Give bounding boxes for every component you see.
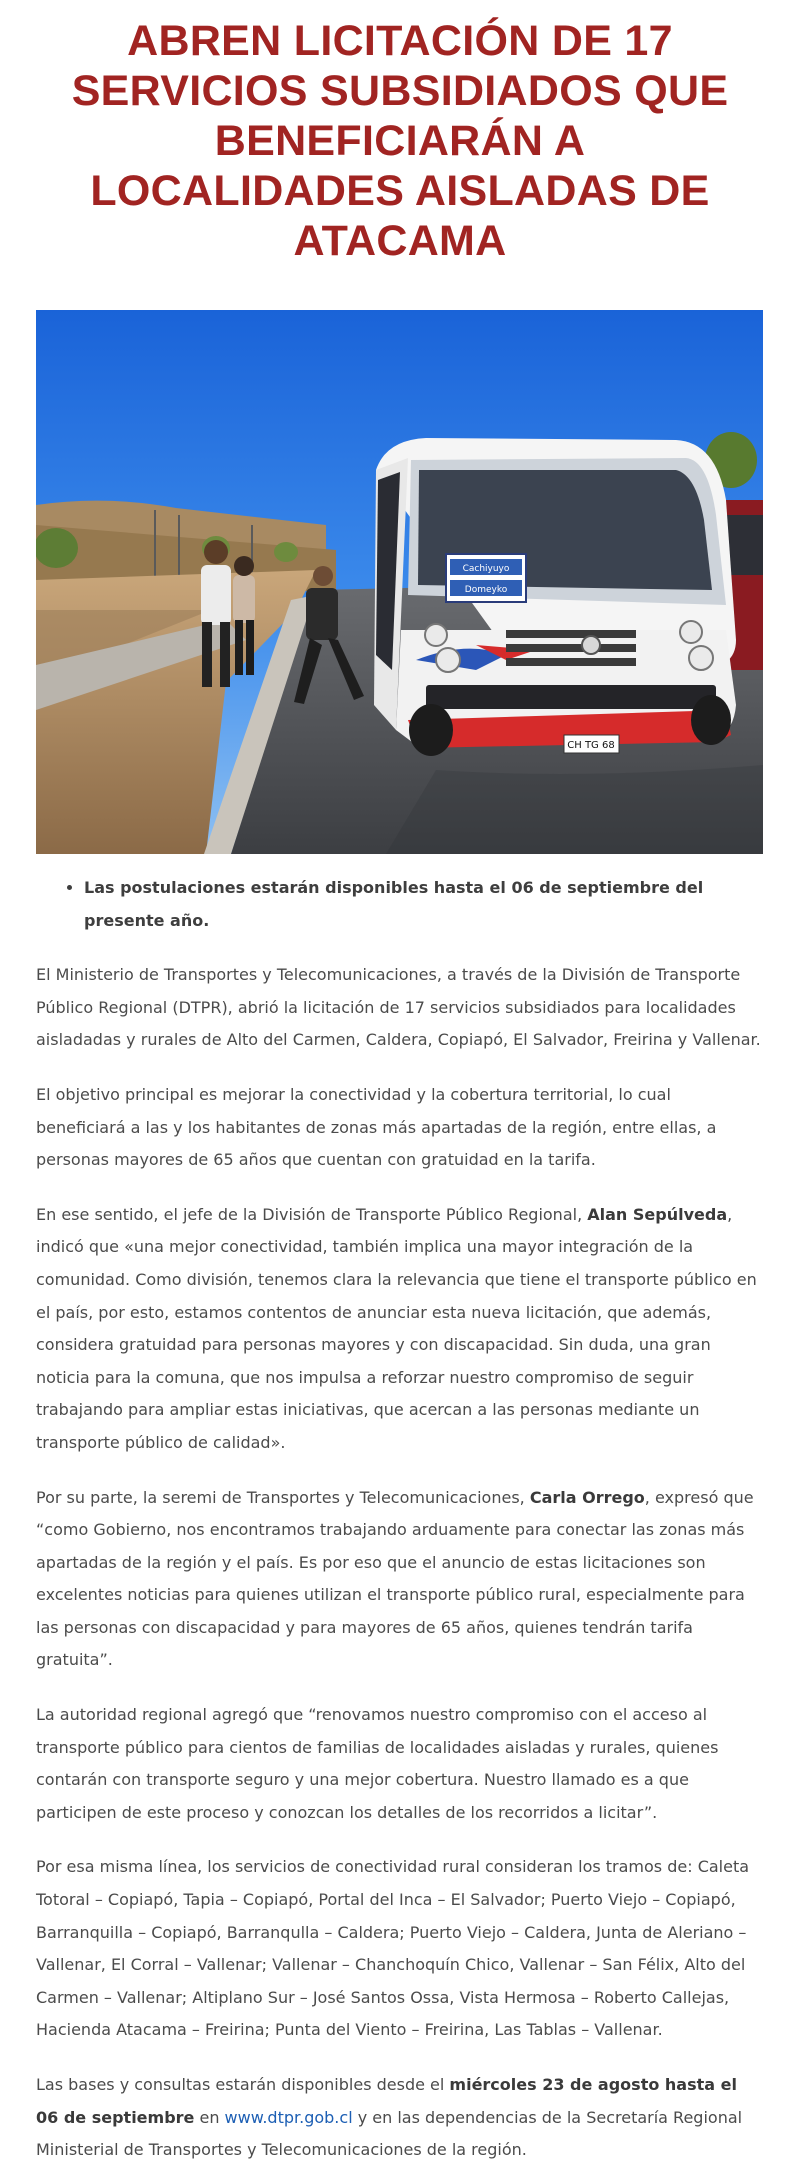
dtpr-link[interactable]: www.dtpr.gob.cl [224,2107,353,2127]
paragraph-1: El Ministerio de Transportes y Telecomunicaciones, a través de la División de Transporte Público Regional (DTPR), abrió la licitación de 17 servicios subsidiados para localidades aisladadas y rurales de Alto del Carmen, Caldera, Copiapó, El Salvador, Freirina y Vallenar. [36,965,761,1050]
highlight-item: • Las postulaciones estarán disponibles hasta el 06 de septiembre del presente año. [84,872,764,937]
paragraph-2: El objetivo principal es mejorar la conectividad y la cobertura territorial, lo cual beneficiará a las y los habitantes de zonas más apartadas de la región, entre ellas, a personas mayores de 65 años que cuentan con gratuidad en la tarifa. [36,1084,717,1170]
dates-bold: miércoles 23 de agosto hasta el 06 de septiembre [36,2075,737,2127]
paragraph-7-mid: en [194,2107,225,2127]
paragraph-4-intro: Por su parte, la seremi de Transportes y Telecomunicaciones, [36,1487,530,1507]
article-body [36,872,764,2167]
paragraph-4 [36,1482,764,1678]
paragraph-5: La autoridad regional agregó que “renovamos nuestro compromiso con el acceso al transporte público para cientos de familias de localidades aisladas y rurales, quienes contarán con transporte seguro y una mejor cobertura. Nuestro llamado es a que participen de este proceso y conozcan los detalles de los recorridos a licitar”. [36,1705,719,1822]
bus-sign-bottom: Domeyko [464,585,508,595]
name-alan-sepulveda: Alan Sepúlveda [587,1204,728,1224]
paragraph-7-intro: Las bases y consultas estarán disponibles desde el [36,2075,450,2094]
bus-sign-top: Cachiyuyo [462,564,510,574]
license-plate-text: CH TG 68 [567,740,615,751]
paragraph-7 [36,2069,764,2167]
paragraph-4-quote: , expresó que “como Gobierno, nos encontramos trabajando arduamente para conectar las zonas más apartadas de la región y el país. Es por eso que el anuncio de estas licitaciones son excelentes noticias para quienes utilizan el transporte público rural, especialmente para las personas con discapacidad y para mayores de 65 años, quienes tendrán tarifa gratuita”. [36,1487,754,1670]
article-title: ABREN LICITACIÓN DE 17 SERVICIOS SUBSIDIADOS QUE BENEFICIARÁN A LOCALIDADES AISLADAS DE ATACAMA [71,17,729,265]
paragraph-3-intro: En ese sentido, el jefe de la División de Transporte Público Regional, [36,1204,588,1224]
name-carla-orrego: Carla Orrego [529,1487,645,1507]
paragraph-3 [36,1199,764,1460]
paragraph-3-quote: , indicó que «una mejor conectividad, también implica una mayor integración de la comunidad. Como división, tenemos clara la relevancia que tiene el transporte público en el país, por esto, estamos contentos de anunciar esta nueva licitación, que además, considera gratuidad para personas mayores y con discapacidad. Sin duda, una gran noticia para la comuna, que nos impulsa a reforzar nuestro compromiso de seguir trabajando para ampliar estas iniciativas, que acercan a las personas mediante un transporte público de calidad». [36,1204,757,1452]
paragraph-6: Por esa misma línea, los servicios de conectividad rural consideran los tramos de: Caleta Totoral – Copiapó, Tapia – Copiapó, Portal del Inca – El Salvador; Puerto Viejo – Copiapó, Barranquilla – Copiapó, Barranqulla – Caldera; Puerto Viejo – Caldera, Junta de Aleriano – Vallenar, El Corral – Vallenar; Vallenar – Chanchoquín Chico, Vallenar – San Félix, Alto del Carmen – Vallenar; Altiplano Sur – José Santos Ossa, Vista Hermosa – Roberto Callejas, Hacienda Atacama – Freirina; Punta del Viento – Freirina, Las Tablas – Vallenar. [36,1857,750,2040]
article-photo [36,310,763,854]
paragraph-7-end: y en las dependencias de la Secretaría Regional Ministerial de Transportes y Telecomunicaciones de la región. [36,2107,743,2160]
highlight-list [36,872,764,937]
tree [36,528,78,568]
